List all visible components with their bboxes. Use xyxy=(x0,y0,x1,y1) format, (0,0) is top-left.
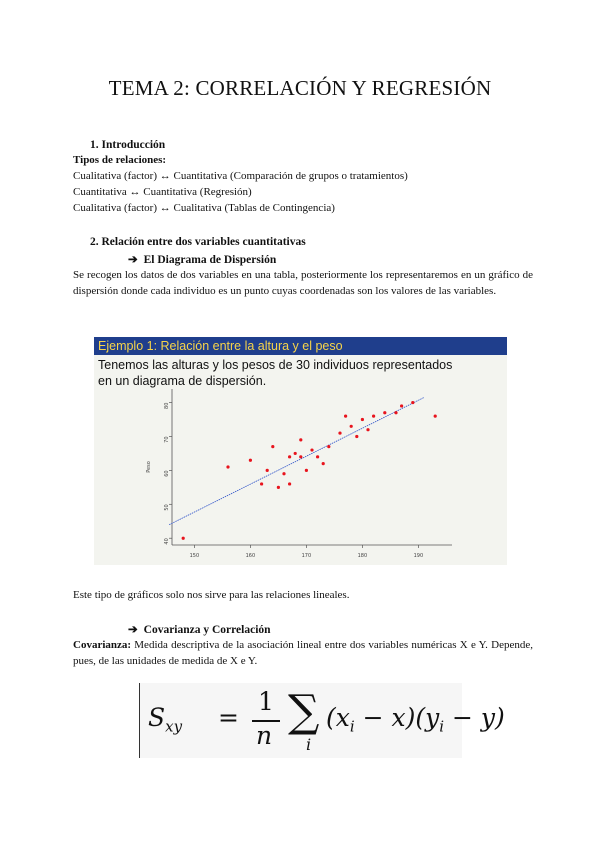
y-tick-label: 50 xyxy=(164,504,170,511)
data-point xyxy=(266,469,269,472)
figure-banner: Ejemplo 1: Relación entre la altura y el peso xyxy=(94,337,507,355)
scatter-plot xyxy=(94,337,507,565)
relation-line-3: Cualitativa (factor) ↔ Cualitativa (Tablas de Contingencia) xyxy=(73,202,335,214)
data-point xyxy=(383,411,386,414)
formula-equals: = xyxy=(218,703,239,732)
data-point xyxy=(327,445,330,448)
data-point xyxy=(260,482,263,485)
section-heading-introduccion: 1. Introducción xyxy=(90,139,166,151)
data-point xyxy=(411,401,414,404)
scatter-figure xyxy=(94,337,507,565)
section-heading-relacion: 2. Relación entre dos variables cuantitativas xyxy=(90,236,306,248)
data-point xyxy=(355,435,358,438)
formula-lhs: $S_{xy}$ xyxy=(148,703,183,736)
formula-denominator: n xyxy=(256,721,273,750)
figure-caption: Tenemos las alturas y los pesos de 30 individuos representados en un diagrama de dispersión. xyxy=(98,358,453,388)
cov-label: Covarianza: xyxy=(73,639,132,651)
data-point xyxy=(350,425,353,428)
data-point xyxy=(322,462,325,465)
relation-line-1: Cualitativa (factor) ↔ Cuantitativa (Comparación de grupos o tratamientos) xyxy=(73,170,408,182)
data-point xyxy=(361,418,364,421)
paragraph-covarianza xyxy=(73,637,533,669)
y-tick-label: 80 xyxy=(164,402,170,409)
formula-rhs: $(x_i - x)(y_i - y)$ xyxy=(326,703,505,736)
data-point xyxy=(316,455,319,458)
subheading-covarianza xyxy=(128,622,271,636)
data-point xyxy=(299,455,302,458)
x-tick-label: 160 xyxy=(245,553,256,559)
y-axis-label: Peso xyxy=(146,461,152,473)
subheading-covarianza-label: Covarianza y Correlación xyxy=(143,624,271,636)
types-label: Tipos de relaciones: xyxy=(73,154,167,166)
data-point xyxy=(182,537,185,540)
data-point xyxy=(394,411,397,414)
formula-numerator: 1 xyxy=(258,687,274,716)
y-tick-label: 40 xyxy=(164,538,170,545)
arrow-icon: ➔ xyxy=(128,624,138,636)
data-point xyxy=(400,404,403,407)
formula-box xyxy=(139,683,505,758)
data-point xyxy=(271,445,274,448)
page-title: TEMA 2: CORRELACIÓN Y REGRESIÓN xyxy=(108,76,492,100)
subheading-diagrama xyxy=(128,252,276,266)
y-tick-label: 70 xyxy=(164,436,170,443)
data-point xyxy=(288,455,291,458)
arrow-icon: ➔ xyxy=(128,254,138,266)
data-point xyxy=(288,482,291,485)
x-tick-label: 150 xyxy=(189,553,200,559)
relation-line-2: Cuantitativa ↔ Cuantitativa (Regresión) xyxy=(73,186,252,198)
data-point xyxy=(305,469,308,472)
subheading-diagrama-label: El Diagrama de Dispersión xyxy=(143,254,277,266)
data-point xyxy=(344,415,347,418)
regression-line xyxy=(169,397,424,524)
note-lineales: Este tipo de gráficos solo nos sirve para las relaciones lineales. xyxy=(73,589,350,601)
data-point xyxy=(366,428,369,431)
data-point xyxy=(282,472,285,475)
data-point xyxy=(294,452,297,455)
data-point xyxy=(310,448,313,451)
data-point xyxy=(434,415,437,418)
data-point xyxy=(338,431,341,434)
y-tick-label: 60 xyxy=(164,470,170,477)
data-point xyxy=(277,486,280,489)
data-point xyxy=(372,415,375,418)
data-point xyxy=(299,438,302,441)
paragraph-dispersion: Se recogen los datos de dos variables en una tabla, posteriormente los representaremos en un gráfico de dispersión donde cada individuo es un punto cuyas coordenadas son los valores de las variables. xyxy=(73,269,533,297)
formula-sum-index: i xyxy=(306,735,312,754)
x-tick-label: 170 xyxy=(301,553,312,559)
data-point xyxy=(226,465,229,468)
x-tick-label: 190 xyxy=(413,553,424,559)
data-point xyxy=(249,459,252,462)
x-tick-label: 180 xyxy=(357,553,368,559)
formula-sum-symbol: ∑ xyxy=(288,686,320,737)
cov-text: Medida descriptiva de la asociación lineal entre dos variables numéricas X e Y. Depende, pues, de las unidades de medida de X e Y. xyxy=(73,639,533,667)
